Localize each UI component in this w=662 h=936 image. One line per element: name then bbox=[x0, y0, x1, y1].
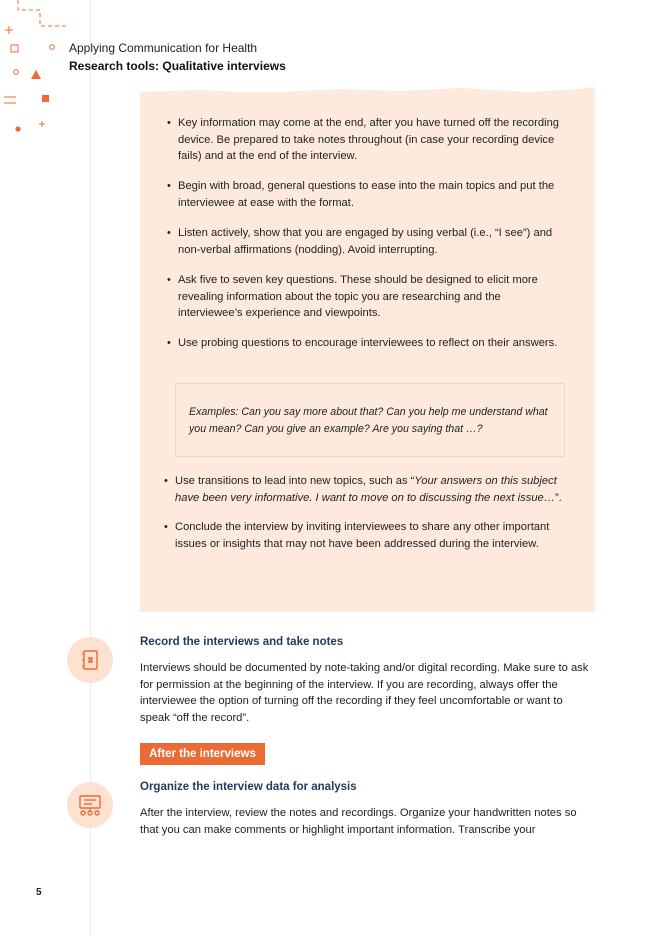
after-interviews-label: After the interviews bbox=[140, 743, 265, 765]
list-item: • Conclude the interview by inviting interviewees to share any other important issues or insights that may not have been addressed during the interview. bbox=[164, 521, 550, 550]
list-item: • Use probing questions to encourage interviewees to reflect on their answers. bbox=[167, 337, 558, 349]
organize-section-title: Organize the interview data for analysis bbox=[140, 781, 357, 793]
list-item: • Key information may come at the end, after you have turned off the recording device. Be prepared to take notes throughout (in case your recording device fails) and at the end of the interview. bbox=[167, 117, 560, 163]
organize-section-body: After the interview, review the notes and recordings. Organize your handwritten notes so that you can make comments or highlight important information. Transcribe your bbox=[140, 807, 577, 836]
decorative-shapes-icon bbox=[0, 0, 80, 140]
series-title: Applying Communication for Health bbox=[69, 41, 258, 55]
list-item: • Begin with broad, general questions to ease into the main topics and put the interviewee at ease with the format. bbox=[167, 180, 555, 209]
data-organize-icon bbox=[77, 793, 103, 817]
organize-section-icon bbox=[67, 782, 113, 828]
examples-box bbox=[175, 383, 565, 457]
record-section-title: Record the interviews and take notes bbox=[140, 636, 344, 648]
record-section-icon bbox=[67, 637, 113, 683]
recorder-icon bbox=[78, 648, 102, 672]
document-title: Research tools: Qualitative interviews bbox=[69, 59, 286, 73]
record-section-body: Interviews should be documented by note-taking and/or digital recording. Make sure to ask for permission at the beginning of the interview. If you are recording, always offer the interviewee the option of turning off the recording if they feel uncomfortable or want to speak “off the record”. bbox=[140, 662, 589, 724]
page-number: 5 bbox=[36, 887, 42, 898]
page-header bbox=[69, 40, 286, 74]
list-item: • Ask five to seven key questions. These should be designed to elicit more revealing information about the topic you are researching and the interviewee’s experience and viewpoints. bbox=[167, 274, 538, 320]
examples-text: Examples: Can you say more about that? Can you help me understand what you mean? Can you give an example? Are you saying that …? bbox=[189, 406, 548, 435]
list-item: • Use transitions to lead into new topics, such as “Your answers on this subject have been very informative. I want to move on to discussing the next issue…”. bbox=[164, 475, 562, 504]
list-item: • Listen actively, show that you are engaged by using verbal (i.e., “I see”) and non-verbal affirmations (nodding). Avoid interrupting. bbox=[167, 227, 553, 256]
